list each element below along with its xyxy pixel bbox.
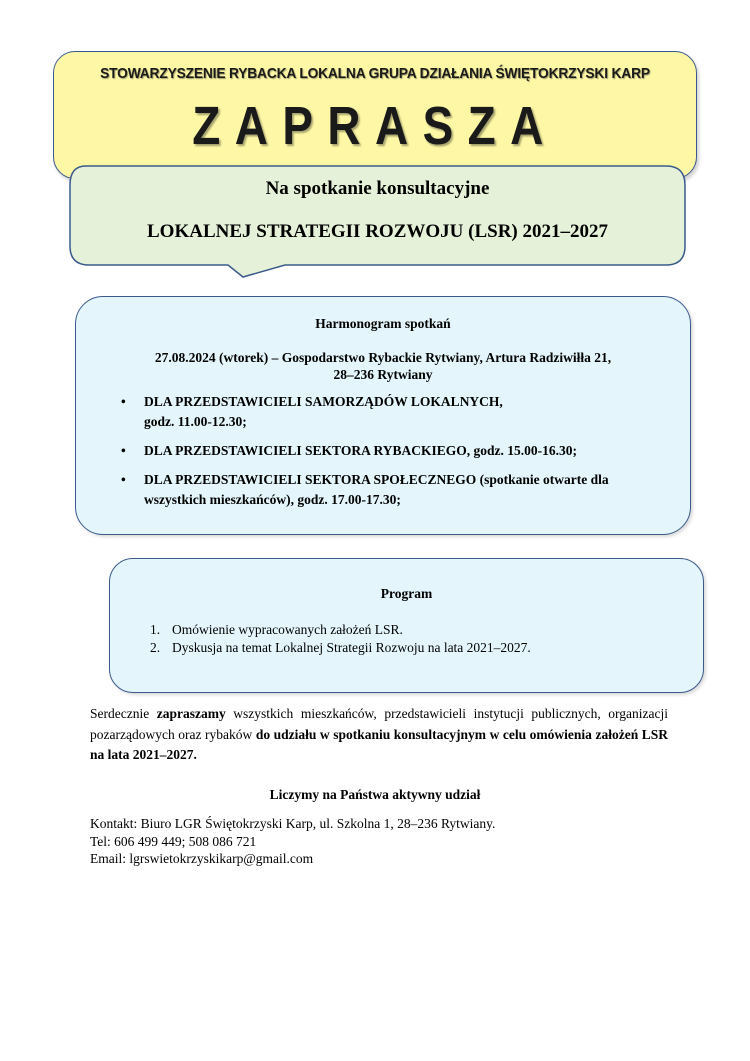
program-item-text: Omówienie wypracowanych założeń LSR. (172, 622, 403, 637)
program-item-text: Dyskusja na temat Lokalnej Strategii Rozwoju na lata 2021–2027. (172, 640, 531, 655)
schedule-item-social-sector (116, 470, 676, 510)
contact-phone: Tel: 606 499 449; 508 086 721 (90, 833, 257, 849)
schedule-item-text: DLA PRZEDSTAWICIELI SEKTORA RYBACKIEGO, godz. 15.00-16.30; (144, 443, 577, 458)
program-title: Program (380, 586, 433, 601)
schedule-item-text: DLA PRZEDSTAWICIELI SAMORZĄDÓW LOKALNYCH, (144, 394, 503, 409)
invitation-text: wszystkich mieszkańców, przedstawicieli instytucji publicznych, organizacji pozarządowych oraz rybaków (90, 706, 669, 742)
invitation-emphasis: zapraszamy (156, 706, 226, 721)
schedule-item-text: DLA PRZEDSTAWICIELI SEKTORA SPOŁECZNEGO (spotkanie otwarte dla (144, 472, 609, 487)
contact-info (90, 815, 495, 868)
program-item (150, 621, 531, 639)
schedule-item-fishing-sector (116, 441, 676, 461)
schedule-list (116, 392, 676, 519)
callout-subtitle: Na spotkanie konsultacyjne (265, 178, 490, 199)
schedule-box (75, 296, 691, 535)
program-list (150, 621, 531, 657)
closing-line: Liczymy na Państwa aktywny udział (269, 787, 481, 802)
program-box (109, 558, 704, 693)
schedule-title: Harmonogram spotkań (315, 316, 451, 331)
schedule-item-time: godz. 11.00-12.30; (144, 414, 247, 429)
program-item-number: 1. (150, 622, 161, 637)
meeting-location-line1: 27.08.2024 (wtorek) – Gospodarstwo Rybackie Rytwiany, Artura Radziwiłła 21, (154, 350, 612, 365)
invitation-paragraph (90, 704, 668, 766)
callout-shape (0, 0, 750, 290)
organization-name: STOWARZYSZENIE RYBACKA LOKALNA GRUPA DZIAŁANIA ŚWIĘTOKRZYSKI KARP (100, 65, 650, 82)
schedule-item-local-government (116, 392, 676, 432)
program-item (150, 639, 531, 657)
invitation-emphasis: do udziału w spotkaniu konsultacyjnym w celu omówienia założeń LSR na lata 2021–2027. (90, 726, 669, 762)
meeting-location-line2: 28–236 Rytwiany (333, 367, 433, 382)
schedule-item-time: wszystkich mieszkańców), godz. 17.00-17.30; (144, 492, 401, 507)
contact-address: Kontakt: Biuro LGR Świętokrzyski Karp, ul. Szkolna 1, 28–236 Rytwiany. (90, 816, 496, 831)
meeting-location (116, 349, 650, 383)
callout-title: LOKALNEJ STRATEGII ROZWOJU (LSR) 2021–2027 (147, 221, 608, 242)
invite-heading: ZAPRASZA (192, 96, 558, 156)
program-item-number: 2. (150, 640, 161, 655)
contact-email[interactable]: Email: lgrswietokrzyskikarp@gmail.com (90, 851, 314, 866)
invitation-text: Serdecznie (90, 706, 157, 721)
